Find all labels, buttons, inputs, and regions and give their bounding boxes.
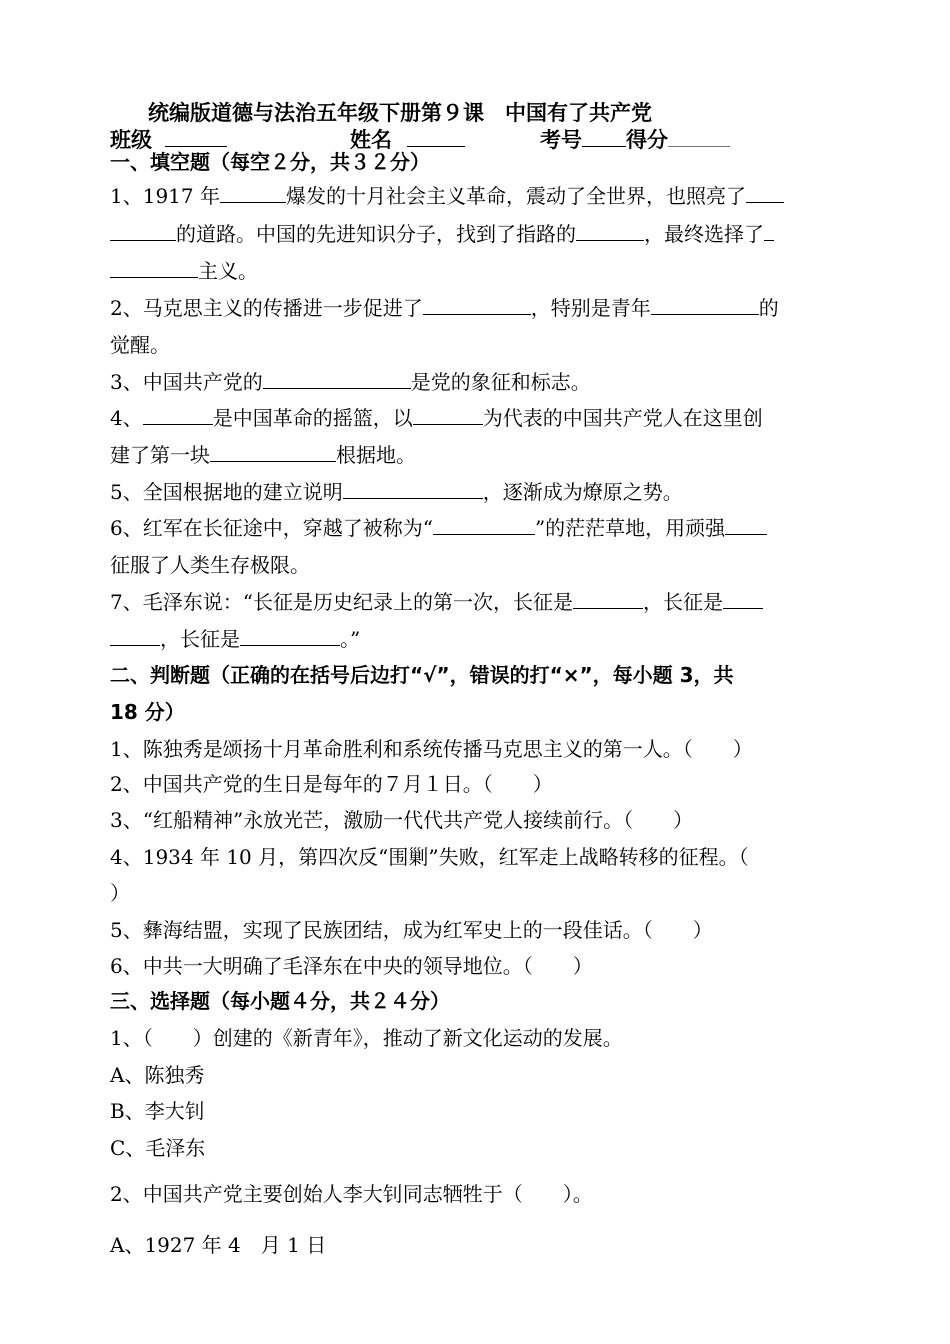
q1-text-e: 主义。 — [198, 259, 258, 283]
q7-blank2-part1[interactable] — [723, 590, 763, 609]
q2-line1 — [110, 296, 779, 320]
q1-text-d: ，最终选择了 — [644, 222, 764, 246]
choice-option[interactable]: B、李大钊 — [110, 1099, 205, 1123]
class-label: 班级 — [110, 128, 152, 152]
judge-item: 5、彝海结盟，实现了民族团结，成为红军史上的一段佳话。（ ） — [110, 918, 713, 942]
q7-blank1[interactable] — [573, 590, 643, 609]
q1-text-b: 爆发的十月社会主义革命，震动了全世界，也照亮了 — [285, 184, 746, 208]
choice-option[interactable]: C、毛泽东 — [110, 1136, 206, 1160]
q7-blank3[interactable] — [240, 627, 340, 646]
q6-line2: 征服了人类生存极限。 — [110, 553, 310, 577]
score-label: 得分 — [626, 128, 668, 152]
choice-option[interactable]: A、陈独秀 — [110, 1063, 205, 1087]
q7-text-b: ，长征是 — [642, 590, 723, 614]
q3-text-a: 3、中国共产党的 — [110, 370, 263, 394]
q1-text-c: 的道路。中国的先进知识分子，找到了指路的 — [176, 222, 576, 246]
name-label: 姓名 — [350, 128, 392, 152]
q5-text-a: 5、全国根据地的建立说明 — [110, 480, 343, 504]
q7-text-c: ，长征是 — [160, 627, 240, 651]
q6-blank2[interactable] — [725, 516, 767, 535]
q4-line1 — [110, 406, 763, 430]
q4-text-e: 根据地。 — [336, 443, 416, 467]
q1-line3 — [110, 259, 258, 283]
choice-option[interactable]: A、1927 年 4 月 1 日 — [110, 1233, 327, 1257]
name-blank[interactable] — [407, 128, 465, 147]
judge-item-continuation: ） — [110, 881, 130, 905]
q4-blank1[interactable] — [143, 406, 213, 425]
q1-text-a: 1、1917 年 — [110, 184, 220, 208]
judge-item: 3、“红船精神”永放光芒，激励一代代共产党人接续前行。（ ） — [110, 808, 694, 832]
q2-line2: 觉醒。 — [110, 333, 170, 357]
q1-blank4-part2[interactable] — [110, 259, 198, 278]
judge-item: 4、1934 年 10 月，第四次反“围剿”失败，红军走上战略转移的征程。（ — [110, 845, 749, 869]
choice-question-1: 1、（ ）创建的《新青年》，推动了新文化运动的发展。 — [110, 1026, 623, 1050]
page-title: 统编版道德与法治五年级下册第９课 中国有了共产党 — [148, 101, 652, 125]
section2-heading-line1: 二、判断题（正确的在括号后边打“√”，错误的打“×”，每小题 3，共 — [110, 663, 734, 687]
q1-blank2-part2[interactable] — [110, 222, 176, 241]
q4-blank3[interactable] — [210, 443, 336, 462]
q3-text-b: 是党的象征和标志。 — [410, 370, 591, 394]
section2-heading-line2: 18 分） — [110, 700, 185, 724]
q2-text-b: ，特别是青年 — [530, 296, 651, 320]
section3-heading: 三、选择题（每小题４分，共２４分） — [110, 989, 450, 1013]
q6-text-b: ”的茫茫草地，用顽强 — [534, 516, 726, 540]
q2-blank2[interactable] — [651, 296, 759, 315]
class-blank[interactable] — [165, 128, 227, 147]
q1-line1 — [110, 184, 784, 208]
q6-line1 — [110, 516, 767, 540]
q7-line2 — [110, 627, 360, 651]
q2-text-c: 的 — [758, 296, 779, 320]
exam-no-field — [540, 124, 730, 154]
score-blank[interactable] — [668, 128, 730, 147]
q1-blank1[interactable] — [220, 184, 286, 203]
q6-blank1[interactable] — [433, 516, 535, 535]
q7-text-a: 7、毛泽东说：“长征是历史纪录上的第一次，长征是 — [110, 590, 573, 614]
q6-text-a: 6、红军在长征途中，穿越了被称为“ — [110, 516, 433, 540]
q5-text-b: ，逐渐成为燎原之势。 — [482, 480, 683, 504]
q7-text-d: 。” — [340, 627, 361, 651]
q5-blank[interactable] — [343, 480, 483, 499]
q3-blank[interactable] — [263, 370, 411, 389]
q1-line2 — [110, 222, 774, 246]
judge-item: 6、中共一大明确了毛泽东在中央的领导地位。（ ） — [110, 954, 593, 978]
judge-item: 1、陈独秀是颂扬十月革命胜利和系统传播马克思主义的第一人。（ ） — [110, 737, 753, 761]
q3-line — [110, 370, 591, 394]
q2-blank1[interactable] — [423, 296, 531, 315]
q4-text-d: 建了第一块 — [110, 443, 210, 467]
q4-text-a: 4、 — [110, 406, 143, 430]
q7-line1 — [110, 590, 763, 614]
q4-blank2[interactable] — [413, 406, 483, 425]
judge-item: 2、中国共产党的生日是每年的７月１日。（ ） — [110, 772, 553, 796]
q5-line — [110, 480, 683, 504]
q4-text-c: 为代表的中国共产党人在这里创 — [482, 406, 763, 430]
q2-text-a: 2、马克思主义的传播进一步促进了 — [110, 296, 423, 320]
q1-blank3[interactable] — [576, 222, 644, 241]
section1-heading: 一、填空题（每空２分，共３２分） — [110, 150, 430, 174]
exam-no-blank[interactable] — [582, 128, 626, 147]
q1-blank2-part1[interactable] — [746, 184, 784, 203]
exam-no-label: 考号 — [540, 128, 582, 152]
q1-blank4-part1[interactable] — [764, 222, 774, 241]
q4-line2 — [110, 443, 416, 467]
q7-blank2-part2[interactable] — [110, 627, 160, 646]
choice-question-2: 2、中国共产党主要创始人李大钊同志牺牲于（ ）。 — [110, 1182, 593, 1206]
q4-text-b: 是中国革命的摇篮，以 — [212, 406, 413, 430]
